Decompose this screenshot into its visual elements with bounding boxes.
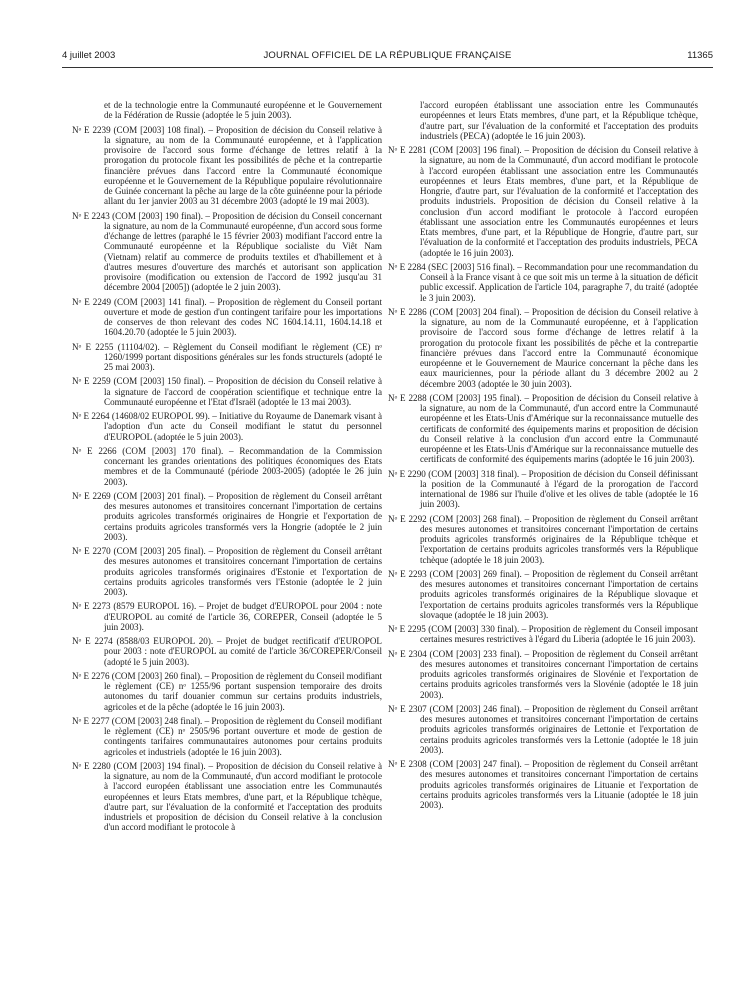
page-header <box>62 50 713 64</box>
entry-text: Nᵒ E 2308 (COM [2003] 247 final). – Proposition de règlement du Conseil arrêtant des mesures autonomes et transitoires concernant l'importation de certains produits agricoles transformés originaires de Lituanie et l'exportation de certains produits agricoles transformés vers la Lituanie (adoptée le 18 juin 2003). <box>388 759 698 810</box>
document-entry <box>388 649 698 700</box>
document-entry <box>72 211 382 293</box>
document-entry <box>72 601 382 632</box>
entry-text: Nᵒ E 2249 (COM [2003] 141 final). – Proposition de règlement du Conseil portant ouverture et mode de gestion d'un contingent tarifaire pour les importations de conserves de thon relevant des codes NC 1604.14.11, 1604.14.18 et 1604.20.70 (adoptée le 5 juin 2003). <box>72 296 382 338</box>
entry-text: Nᵒ E 2243 (COM [2003] 190 final). – Proposition de décision du Conseil concernant la signature, au nom de la Communauté européenne, d'un accord sous forme d'échange de lettres (paraphé le 15 février 2003) modifiant l'accord entre la Communauté européenne et la République socialiste du Viêt Nam (Vietnam) relatif au commerce de produits textiles et d'habillement et à d'autres mesures d'ouverture des marchés et autorisant son application provisoire (modification ou extension de l'accord de 1992 jusqu'au 31 décembre 2004 [2005]) (adoptée le 2 juin 2003). <box>72 210 382 293</box>
entry-text: Nᵒ E 2295 (COM [2003] 330 final). – Proposition de règlement du Conseil imposant certaines mesures restrictives à l'égard du Liberia (adoptée le 16 juin 2003). <box>388 624 698 645</box>
document-entry <box>388 393 698 465</box>
entry-text: Nᵒ E 2280 (COM [2003] 194 final). – Proposition de décision du Conseil relative à la signature, au nom de la Communauté, d'un accord modifiant le protocole à l'accord européen établissant une association entre les Communautés européennes et leurs Etats membres, d'une part, et la République tchèque, d'autre part, sur l'évaluation de la conformité et l'acceptation des produits industriels et proposition de décision du Conseil relative à la conclusion d'un accord modifiant le protocole à <box>72 760 382 833</box>
entry-text: Nᵒ E 2264 (14608/02 EUROPOL 99). – Initiative du Royaume de Danemark visant à l'adoption d'un acte du Conseil modifiant le statut du personnel d'EUROPOL (adoptée le 5 juin 2003). <box>72 411 382 442</box>
entry-text: Nᵒ E 2274 (8588/03 EUROPOL 20). – Projet de budget rectificatif d'EUROPOL pour 2003 : note d'EUROPOL au comité de l'article 36/COREPER/Conseil (adopté le 5 juin 2003). <box>72 636 382 667</box>
header-rule <box>62 67 713 68</box>
entry-text: Nᵒ E 2255 (11104/02). – Règlement du Conseil modifiant le règlement (CE) nᵒ 1260/1999 portant dispositions générales sur les fonds structurels (adopté le 25 mai 2003). <box>72 341 382 372</box>
entry-text: Nᵒ E 2269 (COM [2003] 201 final). – Proposition de règlement du Conseil arrêtant des mesures autonomes et transitoires concernant l'importation de certains produits agricoles transformés originaires de Hongrie et l'exportation de certains produits agricoles transformés vers la Hongrie (adoptée le 2 juin 2003). <box>72 490 382 542</box>
document-entry <box>72 297 382 338</box>
entry-text: Nᵒ E 2304 (COM [2003] 233 final). – Proposition de règlement du Conseil arrêtant des mesures autonomes et transitoires concernant l'importation de certains produits agricoles transformés originaires de Slovénie et l'exportation de certains produits agricoles transformés vers la Slovénie (adoptée le 18 juin 2003). <box>388 648 698 700</box>
entry-text: Nᵒ E 2293 (COM [2003] 269 final). – Proposition de règlement du Conseil arrêtant des mesures autonomes et transitoires concernant l'importation de certains produits agricoles transformés originaires de la République slovaque et l'exportation de certains produits agricoles transformés vers la République slovaque (adoptée le 18 juin 2003). <box>388 568 698 620</box>
document-entry <box>388 469 698 510</box>
document-entry <box>388 624 698 645</box>
entry-text: Nᵒ E 2273 (8579 EUROPOL 16). – Projet de budget d'EUROPOL pour 2004 : note d'EUROPOL au comité de l'article 36, COREPER, Conseil (adoptée le 5 juin 2003). <box>72 601 382 632</box>
right-column <box>388 100 698 814</box>
document-entry <box>72 546 382 597</box>
page-number: 11365 <box>687 50 713 61</box>
document-entry <box>72 376 382 407</box>
document-entry <box>72 716 382 757</box>
entry-text: Nᵒ E 2284 (SEC [2003] 516 final). – Recommandation pour une recommandation du Conseil à la France visant à ce que soit mis un terme à la situation de déficit public excessif. Application de l'article 104, paragraphe 7, du traité (adoptée le 3 juin 2003). <box>388 261 698 303</box>
document-entry <box>388 569 698 620</box>
entry-text: Nᵒ E 2276 (COM [2003] 260 final). – Proposition de règlement du Conseil modifiant le règlement (CE) nᵒ 1255/96 portant suspension temporaire des droits autonomes du tarif douanier commun sur certains produits industriels, agricoles et de la pêche (adoptée le 16 juin 2003). <box>72 670 382 712</box>
continued-entry: l'accord européen établissant une association entre les Communautés européennes et leurs Etats membres, d'une part, et la République tchèque, d'autre part, sur l'évaluation de la conformité et l'acceptation des produits industriels (PECA) (adoptée le 16 juin 2003). <box>420 100 698 141</box>
entry-text: Nᵒ E 2307 (COM [2003] 246 final). – Proposition de règlement du Conseil arrêtant des mesures autonomes et transitoires concernant l'importation de certains produits agricoles transformés originaires de Lettonie et l'exportation de certains produits agricoles transformés vers la Lettonie (adoptée le 18 juin 2003). <box>388 703 698 755</box>
left-entry-list <box>72 125 382 833</box>
document-entry <box>72 446 382 487</box>
document-entry <box>72 411 382 442</box>
document-entry <box>388 262 698 303</box>
right-entry-list <box>388 145 698 810</box>
document-entry <box>388 704 698 755</box>
entry-text: Nᵒ E 2259 (COM [2003] 150 final). – Proposition de décision du Conseil relative à la signature de l'accord de coopération scientifique et technique entre la Communauté européenne et l'Etat d'Israël (adoptée le 13 mai 2003). <box>72 376 382 407</box>
document-entry <box>72 342 382 373</box>
entry-text: Nᵒ E 2277 (COM [2003] 248 final). – Proposition de règlement du Conseil modifiant le règlement (CE) nᵒ 2505/96 portant ouverture et mode de gestion de contingents tarifaires communautaires autonomes pour certains produits agricoles et industriels (adoptée le 16 juin 2003). <box>72 715 382 757</box>
left-column <box>72 100 382 837</box>
entry-text: Nᵒ E 2270 (COM [2003] 205 final). – Proposition de règlement du Conseil arrêtant des mesures autonomes et transitoires concernant l'importation de certains produits agricoles transformés originaires d'Estonie et l'exportation de certains produits agricoles transformés vers l'Estonie (adoptée le 2 juin 2003). <box>72 546 382 597</box>
entry-text: Nᵒ E 2281 (COM [2003] 196 final). – Proposition de décision du Conseil relative à la signature, au nom de la Communauté, d'un accord modifiant le protocole à l'accord européen établissant une association entre les Communautés européennes et leurs Etats membres, d'une part, et la République de Hongrie, d'autre part, sur l'évaluation de la conformité et l'acceptation des produits industriels. Proposition de décision du Conseil relative à la conclusion d'un accord modifiant le protocole à l'accord européen établissant une association entre les Communautés européennes et leurs Etats membres, d'une part, et la République de Hongrie, d'autre part, sur l'évaluation de la conformité et l'acceptation des produits industriels, PECA (adoptée le 16 juin 2003). <box>388 145 698 258</box>
entry-text: Nᵒ E 2288 (COM [2003] 195 final). – Proposition de décision du Conseil relative à la signature, au nom de la Communauté, d'un accord entre la Communauté européenne et les Etats-Unis d'Amérique sur la reconnaissance mutuelle des certificats de conformité des équipements marins et proposition de décision du Conseil relative à la conclusion d'un accord entre la Communauté européenne et les Etats-Unis d'Amérique sur la reconnaissance mutuelle des certificats de conformité des équipements marins (adoptée le 16 juin 2003). <box>388 392 698 465</box>
entry-text: Nᵒ E 2266 (COM [2003] 170 final). – Recommandation de la Commission concernant les grandes orientations des politiques économiques des Etats membres et de la Communauté (période 2003-2005) (adoptée le 26 juin 2003). <box>72 445 382 487</box>
document-entry <box>72 491 382 542</box>
entry-text: Nᵒ E 2292 (COM [2003] 268 final). – Proposition de règlement du Conseil arrêtant des mesures autonomes et transitoires concernant l'importation de certains produits agricoles transformés originaires de la République tchèque et l'exportation de certains produits agricoles transformés vers la République tchèque (adoptée le 18 juin 2003). <box>388 513 698 565</box>
journal-title: JOURNAL OFFICIEL DE LA RÉPUBLIQUE FRANÇAISE <box>263 50 512 61</box>
document-entry <box>72 125 382 207</box>
document-entry <box>388 307 698 389</box>
document-entry <box>388 514 698 565</box>
document-entry <box>72 761 382 833</box>
issue-date: 4 juillet 2003 <box>62 50 116 61</box>
document-entry <box>388 759 698 810</box>
document-entry <box>72 636 382 667</box>
entry-text: Nᵒ E 2286 (COM [2003] 204 final). – Proposition de décision du Conseil relative à la signature, au nom de la Communauté européenne, et à l'application provisoire de l'accord sous forme d'échange de lettres relatif à la prorogation du protocole fixant les possibilités de pêche et la contrepartie financière prévues dans l'accord entre la Communauté économique européenne et le Gouvernement de Maurice concernant la pêche dans les eaux mauriciennes, pour la période allant du 3 décembre 2002 au 2 décembre 2003 (adoptée le 30 juin 2003). <box>388 306 698 389</box>
document-entry <box>72 671 382 712</box>
continued-entry: et de la technologie entre la Communauté européenne et le Gouvernement de la Fédération de Russie (adoptée le 5 juin 2003). <box>104 100 382 121</box>
entry-text: Nᵒ E 2290 (COM [2003] 318 final). – Proposition de décision du Conseil définissant la position de la Communauté à l'égard de la prorogation de l'accord international de 1986 sur l'huile d'olive et les olives de table (adoptée le 16 juin 2003). <box>388 468 698 510</box>
document-entry <box>388 145 698 258</box>
entry-text: Nᵒ E 2239 (COM [2003] 108 final). – Proposition de décision du Conseil relative à la signature, au nom de la Communauté européenne, et à l'application provisoire de l'accord sous forme d'échange de lettres relatif à la prorogation du protocole fixant les possibilités de pêche et la contrepartie financière prévues dans l'accord entre la Communauté économique européenne et le Gouvernement de la République populaire révolutionnaire de Guinée concernant la pêche au large de la côte guinéenne pour la période allant du 1er janvier 2003 au 31 décembre 2003 (adopté le 19 mai 2003). <box>72 124 382 207</box>
